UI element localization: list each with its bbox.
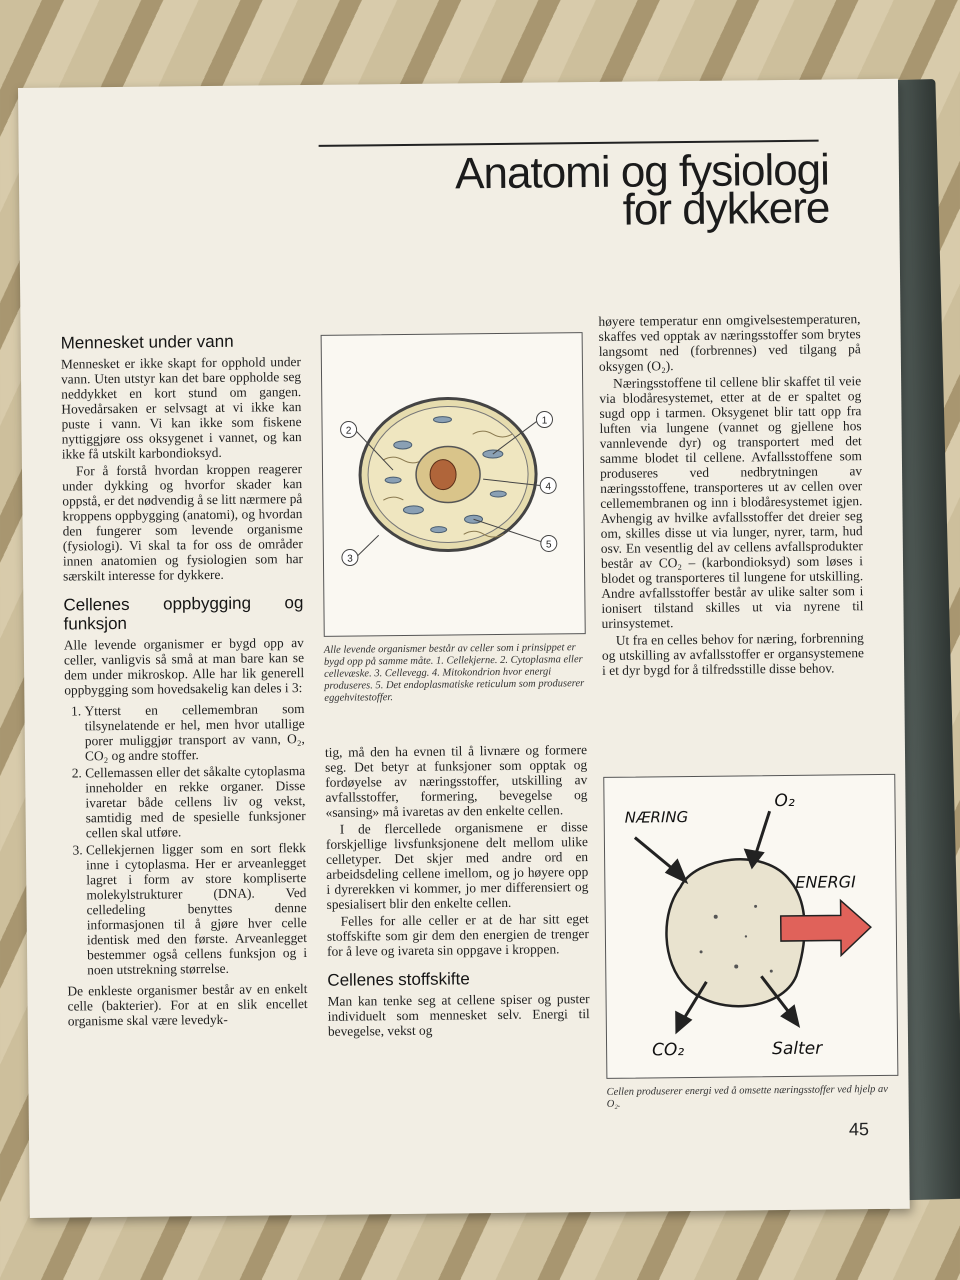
paragraph: Felles for alle celler er at de har sitt eget stoffskifte som gir dem den energien de trenger for å leve og ivareta sin oppgave i kroppen.: [326, 911, 589, 959]
paragraph: tig, må den ha evnen til å livnære og formere seg. Det betyr at funksjoner som opptak og fordøyelse av næringsstoffer, utskilling av avfallsstoffer, formering, bevegelse og «sansing» må ivaretas av den enkelte cellen.: [324, 742, 588, 820]
cell-label-1: 1: [541, 415, 548, 427]
energy-illustration: [604, 775, 897, 1078]
heading-cellenes-oppbygging: Cellenes oppbygging og funksjon: [63, 593, 304, 634]
label-energi: ENERGI: [795, 872, 856, 892]
paragraph: høyere temperatur enn omgivelsestemperaturen, skaffes ved opptak av næringsstoffer som brytes langsomt ned (forbrennes) ved tilgang på oksygen (O₂).: [598, 311, 861, 374]
cell-label-3: 3: [347, 553, 353, 565]
cell-label-2: 2: [345, 425, 352, 437]
cell-diagram: [321, 332, 586, 637]
column-3: [598, 311, 864, 680]
label-naering: NÆRING: [624, 808, 689, 827]
cell-diagram-caption: Alle levende organismer består av celler som i prinsippet er bygd opp på samme måte. 1. Cellekjerne. 2. Cytoplasma eller cellevæske. 3. Cellevegg. 4. Mitokondrion hvor energi produseres. 5. Det endoplasmatiske reticulum som produserer eggehvitestoffer.: [323, 642, 585, 704]
cell-label-4: 4: [545, 481, 552, 493]
paragraph: Man kan tenke seg at cellene spiser og puster individuelt som mennesket selv. Energi til bevegelse, vekst og: [327, 991, 590, 1039]
list-item: 2. Cellemassen eller det såkalte cytoplasma inneholder en rekke organer. Disse ivaretar både cellens liv og vekst, samtidig med de spesielle funksjoner cellen skal utføre.: [85, 763, 306, 840]
energy-diagram: [603, 774, 898, 1079]
page-title: [339, 145, 830, 235]
list: [64, 701, 307, 977]
paragraph: Mennesket er ikke skapt for opphold under vann. Uten utstyr kan det bare oppholde seg neddykket en kort stund om gangen. Hovedårsaken er selvsagt at vi ikke kan puste i vann. Vi kan ikke som fiskene nyttiggjøre oss oksygenet i vannet, og kan ikke få utskilt karbondioksyd.: [60, 354, 302, 462]
label-o2: O₂: [774, 790, 795, 812]
column-2: [325, 742, 590, 1041]
column-1: [60, 323, 307, 1030]
book-page: [18, 79, 910, 1218]
label-salter: Salter: [772, 1038, 823, 1060]
label-co2: CO₂: [652, 1040, 685, 1061]
paragraph: For å forstå hvordan kroppen reagerer under dykking og hvorfor skader kan oppstå, er det nødvendig å se litt nærmere på kroppens oppbygging (anatomi), og hvordan den fungerer som levende organisme (fysiologi). Vi skal ta for oss de områder innen anatomien og fysiologien som har særskilt interesse for dykkere.: [62, 461, 304, 584]
list-item: 3. Cellekjernen ligger som en sort flekk inne i cytoplasma. Her er arveanlegget lagret i form av store kompliserte molekylstrukturer (DNA). Ved celledeling benyttes denne informasjonen til å gjøre hver celle identisk med den første. Arveanlegget bestemmer også cellens funksjon og i noen utstrekning størrelse.: [86, 840, 307, 977]
list-item: 1. Ytterst en cellemembran som tilsynelatende er hel, men hvor utallige porer muliggjør transport av vann, O₂, CO₂ og andre stoffer.: [84, 701, 305, 763]
paragraph: I de flercellede organismene er disse forskjellige livsfunksjonene delt mellom ulike celletyper. Det skjer med andre ord en arbeidsdeling cellene imellom, og jo høyere opp i dyrerekken vi kommer, jo mer differensiert og spesialisert blir den enkelte cellen.: [325, 819, 589, 912]
heading-cellenes-stoffskifte: Cellenes stoffskifte: [327, 969, 470, 990]
heading-mennesket: Mennesket under vann: [60, 331, 234, 353]
paragraph: Næringsstoffene til cellene blir skaffet til veie via blodåresystemet, etter at de er spaltet og sugd opp i tarmen. Oksygenet blir tatt opp fra luften via lungene (vannet og gjellene hos vannlevende dyr) og transportert med det samme blodet til cellene. Avfallsstoffene som produseres ved nedbrytningen av næringsstoffene, transporteres ut av cellen over cellemembranen og inn i blodåresystemet igjen. Avhengig av hvilke avfallsstoffer det dreier seg om, skilles disse ut via lunger, nyrer, tarm, hud osv. En vesentlig del av cellens avfallsprodukter består av CO₂ – (karbondioksyd) som løses i blodet og transporteres til lungene for utskilling. Andre avfallsstoffer består av ulike salter som i ionisert tilstand skilles ut via nyrene til urinsystemet.: [599, 373, 864, 631]
paragraph: Alle levende organismer er bygd opp av celler, vanligvis så små at man bare kan se dem under mikroskop. Alle har lik generell oppbygging som hovedsakelig kan deles i 3:: [63, 635, 305, 698]
paragraph: De enkleste organismer består av en enkelt celle (bakterier). For at en slik encellet organisme skal være levedyk-: [67, 981, 308, 1029]
cell-label-5: 5: [545, 539, 552, 551]
title-line-1: Anatomi og fysiologi: [454, 145, 830, 199]
paragraph: Ut fra en celles behov for næring, forbrenning og utskilling av avfallsstoffer er organsystemene i et dyr bygd for å tilfredsstille disse behov.: [601, 630, 865, 678]
page-number: 45: [848, 1119, 870, 1140]
cell-illustration: [322, 333, 585, 636]
title-line-2: for dykkere: [622, 183, 830, 235]
energy-diagram-caption: Cellen produserer energi ved å omsette næringsstoffer ved hjelp av O₂.: [606, 1083, 888, 1110]
